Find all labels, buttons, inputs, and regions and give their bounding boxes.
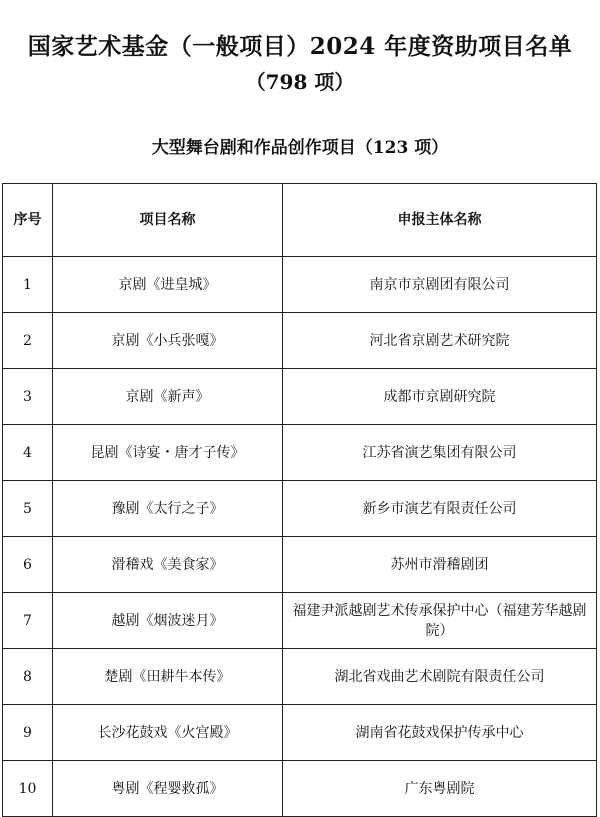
project-name-cell: 滑稽戏《美食家》 — [53, 537, 283, 593]
applicant-name-cell: 福建尹派越剧艺术传承保护中心（福建芳华越剧院） — [283, 593, 597, 649]
table-row — [3, 425, 597, 481]
applicant-name-cell: 新乡市演艺有限责任公司 — [283, 481, 597, 537]
row-index-cell: 10 — [3, 761, 53, 817]
table-row — [3, 369, 597, 425]
applicant-name-cell: 河北省京剧艺术研究院 — [283, 313, 597, 369]
project-name-cell: 长沙花鼓戏《火宫殿》 — [53, 705, 283, 761]
table-row — [3, 481, 597, 537]
table-row — [3, 593, 597, 649]
applicant-name-cell: 成都市京剧研究院 — [283, 369, 597, 425]
header-project-name: 项目名称 — [53, 184, 283, 257]
table-row — [3, 705, 597, 761]
document-title: 国家艺术基金（一般项目）2024 年度资助项目名单 — [27, 33, 573, 60]
section-heading: 大型舞台剧和作品创作项目（123 项） — [151, 138, 449, 158]
applicant-name-cell: 江苏省演艺集团有限公司 — [283, 425, 597, 481]
project-name-cell: 楚剧《田耕牛本传》 — [53, 649, 283, 705]
row-index-cell: 9 — [3, 705, 53, 761]
project-name-cell: 京剧《新声》 — [53, 369, 283, 425]
row-index-cell: 8 — [3, 649, 53, 705]
project-name-cell: 京剧《进皇城》 — [53, 257, 283, 313]
project-name-cell: 昆剧《诗宴・唐才子传》 — [53, 425, 283, 481]
table-row — [3, 761, 597, 817]
row-index-cell: 1 — [3, 257, 53, 313]
table-body — [3, 257, 597, 817]
applicant-name-cell: 南京市京剧团有限公司 — [283, 257, 597, 313]
row-index-cell: 7 — [3, 593, 53, 649]
project-count: （798 项） — [245, 70, 355, 94]
row-index-cell: 3 — [3, 369, 53, 425]
table-row — [3, 257, 597, 313]
row-index-cell: 5 — [3, 481, 53, 537]
project-name-cell: 京剧《小兵张嘎》 — [53, 313, 283, 369]
row-index-cell: 2 — [3, 313, 53, 369]
table-row — [3, 649, 597, 705]
table-row — [3, 537, 597, 593]
table-row — [3, 313, 597, 369]
project-name-cell: 粤剧《程婴救孤》 — [53, 761, 283, 817]
row-index-cell: 4 — [3, 425, 53, 481]
applicant-name-cell: 湖南省花鼓戏保护传承中心 — [283, 705, 597, 761]
funding-table — [2, 183, 597, 817]
row-index-cell: 6 — [3, 537, 53, 593]
project-name-cell: 豫剧《太行之子》 — [53, 481, 283, 537]
header-applicant-name: 申报主体名称 — [283, 184, 597, 257]
applicant-name-cell: 广东粤剧院 — [283, 761, 597, 817]
header-index: 序号 — [3, 184, 53, 257]
applicant-name-cell: 湖北省戏曲艺术剧院有限责任公司 — [283, 649, 597, 705]
table-header-row — [3, 184, 597, 257]
applicant-name-cell: 苏州市滑稽剧团 — [283, 537, 597, 593]
project-name-cell: 越剧《烟波迷月》 — [53, 593, 283, 649]
